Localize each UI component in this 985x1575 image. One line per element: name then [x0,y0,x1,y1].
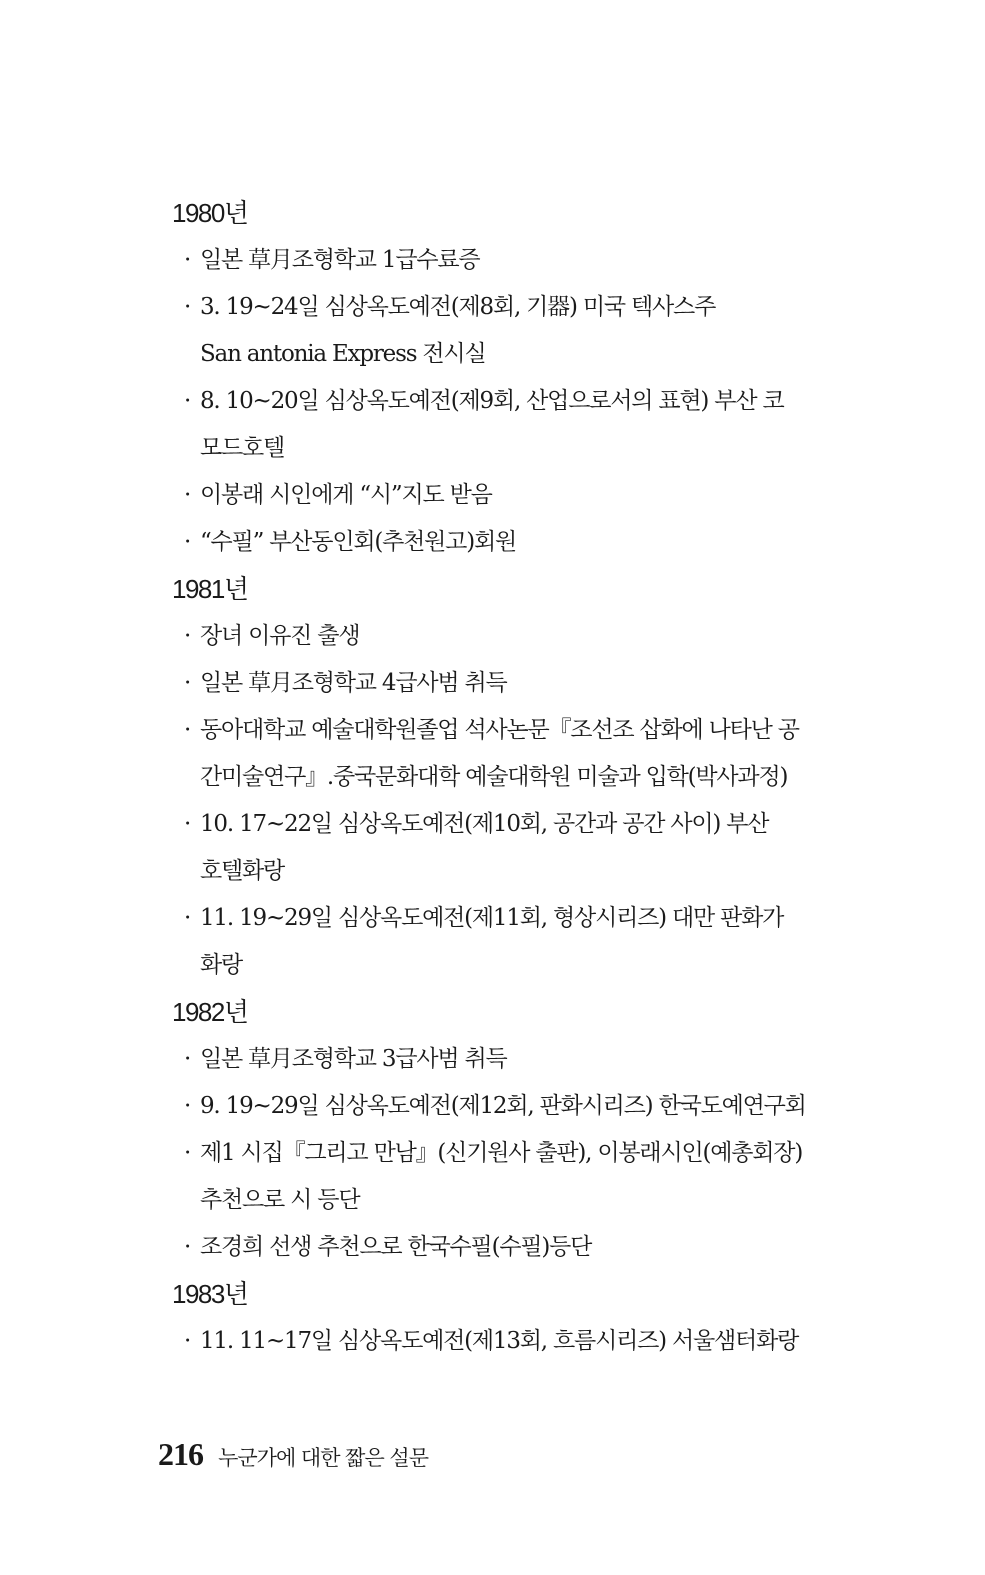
item-text-line: 간미술연구』.중국문화대학 예술대학원 미술과 입학(박사과정) [200,764,788,790]
item-text-line: “수필” 부산동인회(추천원고)회원 [200,529,517,555]
list-item [172,1224,822,1271]
year-section [172,1271,822,1365]
bullet-mark: · [184,905,191,931]
item-text-line: 11. 19~29일 심상옥도예전(제11회, 형상시리즈) 대만 판화가 [200,905,784,931]
bullet-mark: · [184,529,191,555]
item-text-line: 화랑 [200,952,243,978]
item-text-line: 8. 10~20일 심상옥도예전(제9회, 산업으로서의 표현) 부산 코 [200,388,784,414]
page-footer [158,1430,428,1478]
bullet-mark: · [184,717,191,743]
year-heading: 1982년 [172,997,248,1027]
bullet-mark: · [184,623,191,649]
item-text-line: 일본 草月조형학교 3급사범 취득 [200,1046,507,1072]
list-item [172,707,822,801]
item-text-line: 호텔화랑 [200,858,285,884]
bullet-mark: · [184,1046,191,1072]
item-text-line: 추천으로 시 등단 [200,1187,360,1213]
item-text-line: 11. 11~17일 심상옥도예전(제13회, 흐름시리즈) 서울샘터화랑 [200,1328,799,1354]
item-text-line: 모드호텔 [200,435,285,461]
year-heading: 1980년 [172,198,248,228]
item-text-line: 제1 시집『그리고 만남』(신기원사 출판), 이봉래시인(예총회장) [200,1140,803,1166]
bullet-mark: · [184,1093,191,1119]
bullet-mark: · [184,294,191,320]
year-section [172,190,822,566]
item-text-line: 10. 17~22일 심상옥도예전(제10회, 공간과 공간 사이) 부산 [200,811,769,837]
list-item [172,284,822,378]
item-text-line: 일본 草月조형학교 4급사범 취득 [200,670,507,696]
list-item [172,1130,822,1224]
book-title: 누군가에 대한 짧은 설문 [218,1446,428,1470]
list-item [172,801,822,895]
list-item [172,895,822,989]
list-item [172,237,822,284]
list-item [172,613,822,660]
item-text-line: 이봉래 시인에게 “시”지도 받음 [200,482,492,508]
bullet-mark: · [184,1234,191,1260]
bullet-mark: · [184,1140,191,1166]
bullet-mark: · [184,1328,191,1354]
chronology [172,190,822,1365]
year-section [172,989,822,1271]
list-item [172,472,822,519]
item-text-line: 3. 19~24일 심상옥도예전(제8회, 기器) 미국 텍사스주 [200,294,716,320]
list-item [172,1318,822,1365]
list-item [172,660,822,707]
list-item [172,378,822,472]
year-heading: 1983년 [172,1279,248,1309]
item-text-line: San antonia Express 전시실 [200,341,486,367]
year-section [172,566,822,989]
page-number: 216 [158,1436,203,1472]
list-item [172,1083,822,1130]
bullet-mark: · [184,670,191,696]
item-text-line: 동아대학교 예술대학원졸업 석사논문『조선조 삽화에 나타난 공 [200,717,799,743]
list-item [172,519,822,566]
item-text-line: 일본 草月조형학교 1급수료증 [200,247,480,273]
bullet-mark: · [184,247,191,273]
item-text-line: 장녀 이유진 출생 [200,623,360,649]
bullet-mark: · [184,811,191,837]
item-text-line: 조경희 선생 추천으로 한국수필(수필)등단 [200,1234,592,1260]
bullet-mark: · [184,388,191,414]
item-text-line: 9. 19~29일 심상옥도예전(제12회, 판화시리즈) 한국도예연구회 [200,1093,806,1119]
year-heading: 1981년 [172,574,248,604]
list-item [172,1036,822,1083]
bullet-mark: · [184,482,191,508]
